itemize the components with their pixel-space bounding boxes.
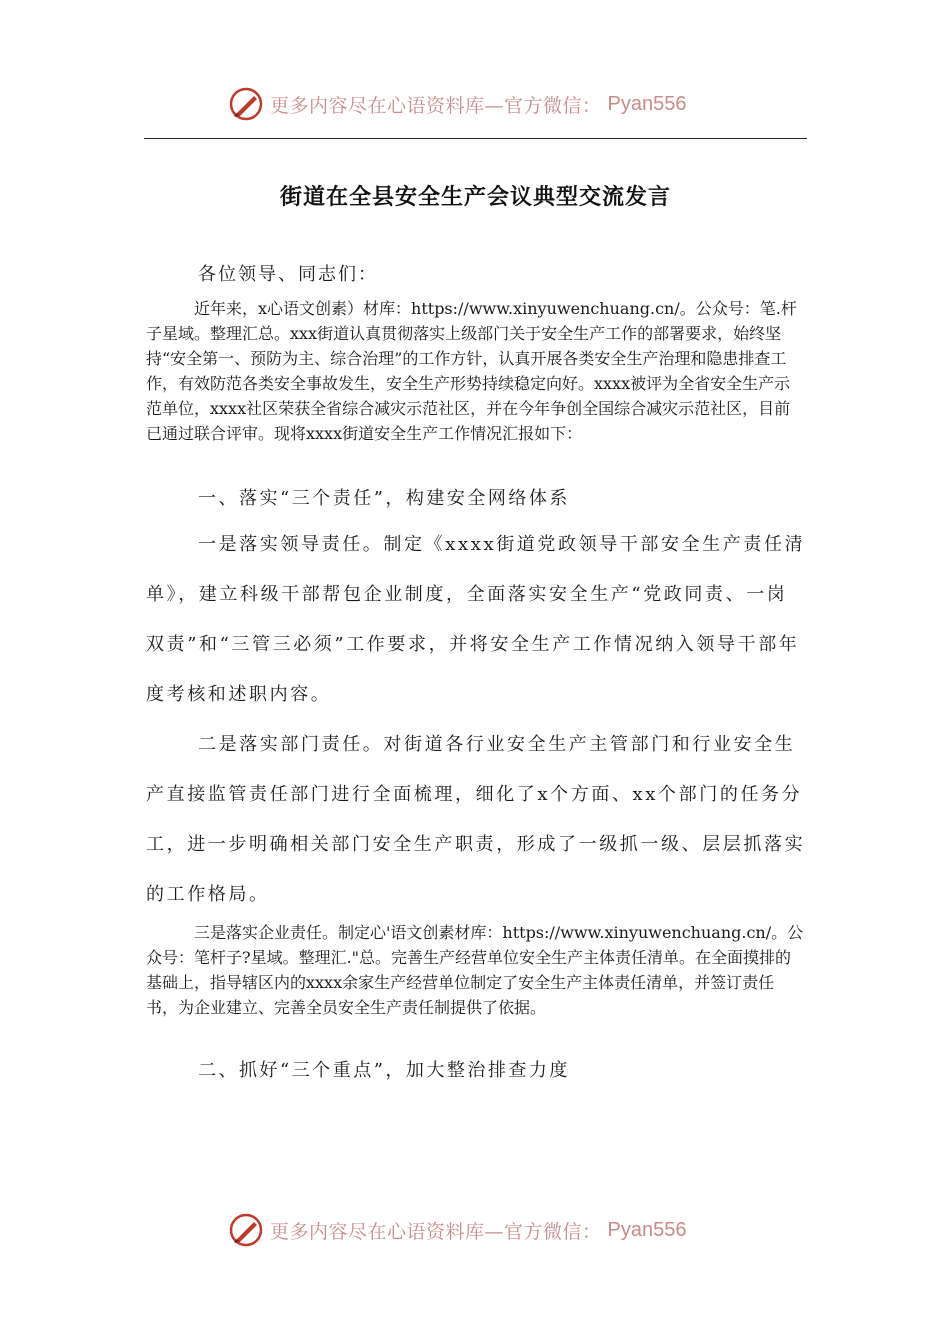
watermark-footer (228, 1210, 686, 1250)
greeting: 各位领导、同志们： (198, 264, 378, 285)
section-heading-2: 二、抓好“三个重点”，加大整治排查力度 (198, 1060, 570, 1081)
document-title: 街道在全县安全生产会议典型交流发言 (279, 185, 671, 210)
section-heading-1: 一、落实“三个责任”，构建安全网络体系 (198, 488, 570, 509)
pen-logo-icon (228, 1212, 264, 1248)
leader-responsibility-paragraph: 一是落实领导责任。制定《xxxx街道党政领导干部安全生产责任清单》，建立科级干部帮包企业制度，全面落实安全生产“党政同责、一岗双责”和“三管三必须”工作要求，并将安全生产工作情况纳入领导干部年度考核和述职内容。 (146, 534, 806, 705)
watermark-wechat-id: Pyan556 (607, 1218, 687, 1241)
watermark-wechat-id: Pyan556 (607, 92, 687, 115)
enterprise-responsibility-paragraph: 三是落实企业责任。制定心'语文创素材库：https://www.xinyuwenchuang.cn/。公众号：笔杆子?星域。整理汇."总。完善生产经营单位安全生产主体责任清单。在全面摸排的基础上，指导辖区内的xxxx余家生产经营单位制定了安全生产主体责任清单，并签订责任书，为企业建立、完善全员安全生产责任制提供了依据。 (146, 923, 804, 1017)
department-responsibility-paragraph: 二是落实部门责任。对街道各行业安全生产主管部门和行业安全生产直接监管责任部门进行全面梳理，细化了x个方面、xx个部门的任务分工，进一步明确相关部门安全生产职责，形成了一级抓一级、层层抓落实的工作格局。 (146, 734, 806, 905)
watermark-header (228, 84, 686, 124)
watermark-text: 更多内容尽在心语资料库—官方微信： (270, 1220, 602, 1243)
pen-logo-icon (228, 86, 264, 122)
watermark-text: 更多内容尽在心语资料库—官方微信： (270, 94, 602, 117)
header-rule (144, 138, 807, 139)
intro-paragraph: 近年来，x心语文创素）材库：https://www.xinyuwenchuang.cn/。公众号：笔.杆子星域。整理汇总。xxx街道认真贯彻落实上级部门关于安全生产工作的部署要求，始终坚持“安全第一、预防为主、综合治理”的工作方针，认真开展各类安全生产治理和隐患排查工作，有效防范各类安全事故发生，安全生产形势持续稳定向好。xxxx被评为全省安全生产示范单位，xxxx社区荣获全省综合减灾示范社区，并在今年争创全国综合减灾示范社区，目前已通过联合评审。现将xxxx街道安全生产工作情况汇报如下： (146, 299, 797, 443)
